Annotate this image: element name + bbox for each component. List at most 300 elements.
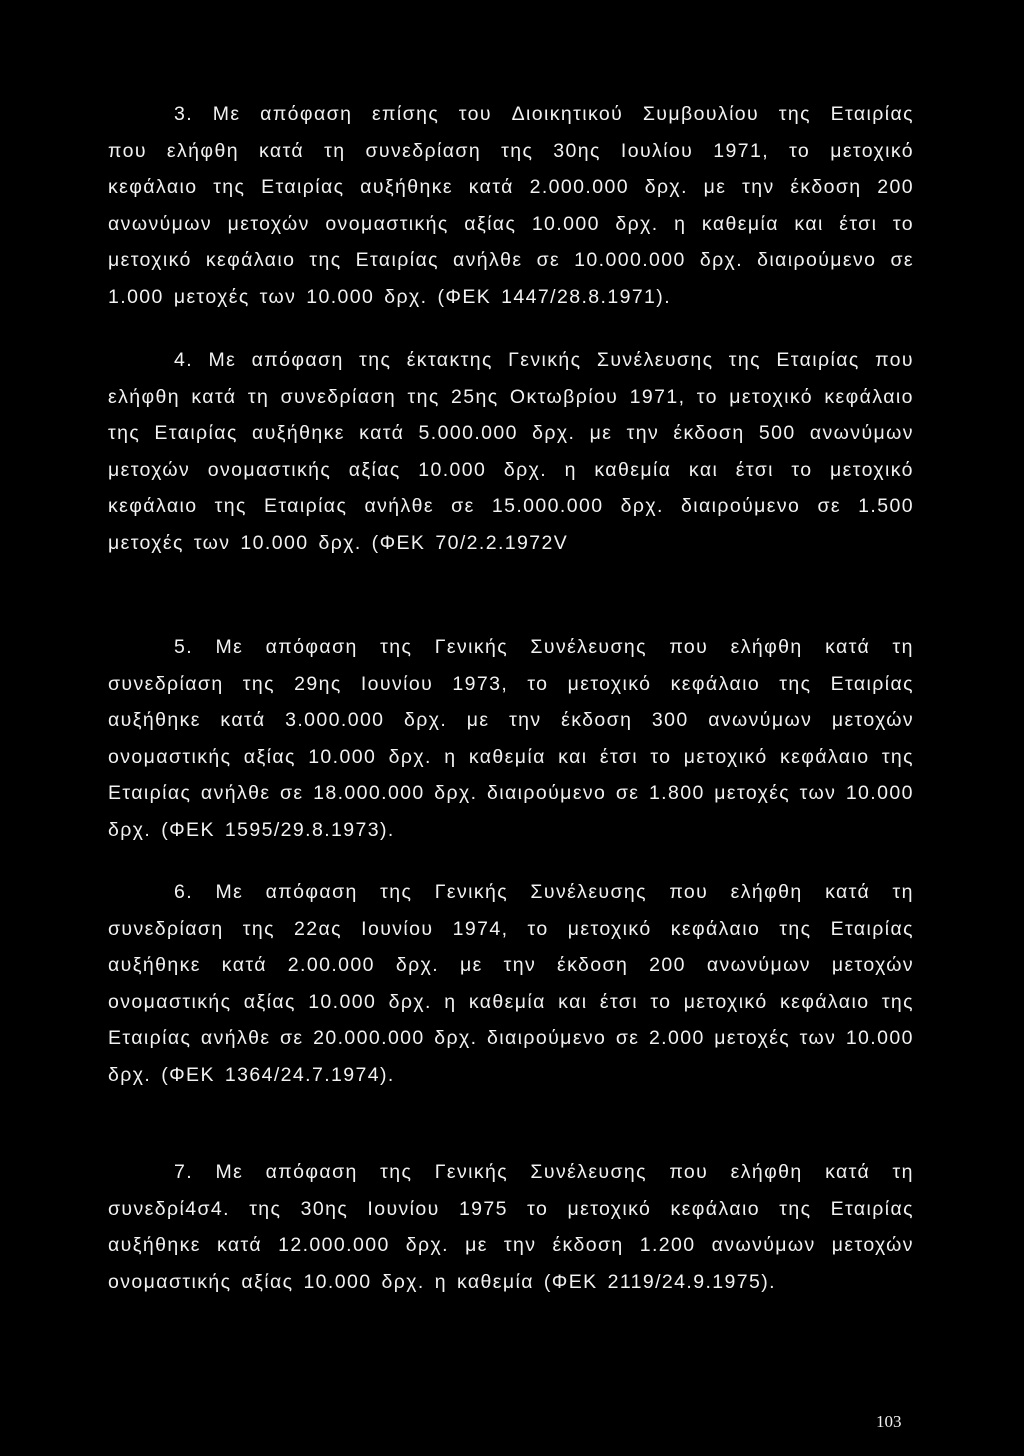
word: μετοχών xyxy=(227,212,310,235)
word: έκδοση xyxy=(552,1234,624,1257)
text-line xyxy=(108,488,914,525)
word: σε xyxy=(536,249,561,272)
word: αυξήθηκε xyxy=(252,422,345,445)
word: ονομαστικής xyxy=(325,212,449,235)
paragraph-7 xyxy=(108,1154,914,1300)
text-line xyxy=(108,452,914,489)
word: Με xyxy=(208,349,237,371)
word: 10.000 xyxy=(308,990,377,1013)
text-line xyxy=(108,1227,914,1264)
word: κατά xyxy=(359,422,405,445)
word: που xyxy=(669,881,709,903)
word: 29ης xyxy=(294,672,342,695)
word: το xyxy=(527,672,549,695)
word: ονομαστικής xyxy=(108,1270,232,1293)
paragraph-5 xyxy=(108,629,914,849)
word: η xyxy=(674,212,687,235)
word: Εταιρίας xyxy=(830,672,914,695)
word: απόφαση xyxy=(265,636,358,658)
word: αξίας xyxy=(348,458,401,481)
word: αξίας xyxy=(241,1270,294,1293)
word: αυξήθηκε xyxy=(108,954,201,977)
word: έκδοση xyxy=(790,176,862,199)
word: μετοχών xyxy=(831,1234,914,1257)
word: (ΦΕΚ xyxy=(437,285,492,308)
text-line xyxy=(108,1057,914,1094)
text-line xyxy=(108,702,914,739)
word: της xyxy=(881,745,914,768)
word: 500 xyxy=(758,422,796,445)
word: μετοχικό xyxy=(567,1197,652,1220)
text-line xyxy=(108,629,914,666)
word: σε xyxy=(817,495,841,518)
text-line xyxy=(108,206,914,243)
word: της xyxy=(309,249,342,272)
word: ανωνύμων xyxy=(711,1234,816,1257)
word: 200 xyxy=(649,954,686,977)
word: 2.00.000 xyxy=(287,954,375,977)
word: μετοχές xyxy=(714,1027,791,1050)
word: ονομαστικής xyxy=(108,990,232,1013)
word: 10.000 xyxy=(306,285,375,308)
word: συνεδρίαση xyxy=(108,672,224,695)
word: μετοχών xyxy=(831,954,914,977)
word: ονομαστικής xyxy=(207,458,332,481)
word: 1364/24.7.1974). xyxy=(224,1063,395,1086)
word: δρχ. xyxy=(615,212,659,235)
word: 1.500 xyxy=(858,495,914,518)
word: κατά xyxy=(221,954,267,977)
word: ονομαστικής xyxy=(108,745,232,768)
word: Εταιρίας xyxy=(261,176,345,199)
word: αξίας xyxy=(243,745,296,768)
word: αξίας xyxy=(464,212,517,235)
word: 10.000 xyxy=(308,745,377,768)
word: της xyxy=(380,1161,413,1183)
word: 5.000.000 xyxy=(418,422,518,445)
text-line xyxy=(108,1020,914,1057)
word: (ΦΕΚ xyxy=(543,1270,598,1293)
word: 10.000 xyxy=(418,458,487,481)
word: 20.000.000 xyxy=(313,1027,425,1050)
word: καθεμία xyxy=(594,458,672,481)
word: Γενικής xyxy=(434,1161,509,1183)
word: έκδοση xyxy=(561,709,633,732)
word: δρχ. xyxy=(318,531,362,554)
word: Γενικής xyxy=(508,349,582,371)
word: κεφάλαιο xyxy=(824,385,914,408)
word: μετοχικό xyxy=(830,139,914,162)
word: των xyxy=(193,531,231,554)
word: ανήλθε xyxy=(364,495,434,518)
word: Ιουνίου xyxy=(367,1197,440,1220)
word: ανωνύμων xyxy=(809,422,914,445)
text-line xyxy=(108,379,914,416)
word: μετοχές xyxy=(173,285,250,308)
word: διαιρούμενο xyxy=(486,782,607,805)
word: 200 xyxy=(877,176,914,199)
word: 12.000.000 xyxy=(278,1234,390,1257)
word: κεφάλαιο xyxy=(205,249,296,272)
word: Με xyxy=(215,881,244,903)
word: τη xyxy=(892,881,914,903)
word: το xyxy=(527,1197,549,1220)
word: διαιρούμενο xyxy=(757,249,877,272)
word: και xyxy=(558,745,588,768)
word: 1975 xyxy=(458,1197,508,1220)
word: κατά xyxy=(191,385,237,408)
word: με xyxy=(466,709,490,732)
word: ανωνύμων xyxy=(706,954,811,977)
word: 1595/29.8.1973). xyxy=(224,818,395,841)
word: ανωνύμων xyxy=(108,212,213,235)
word: 10.000 xyxy=(303,1270,372,1293)
word: καθεμία xyxy=(468,745,546,768)
word: την xyxy=(509,709,542,732)
word: 1971, xyxy=(713,139,770,162)
word: κεφάλαιο xyxy=(670,1197,760,1220)
word: κατά xyxy=(825,636,871,658)
word: 30ης xyxy=(553,139,601,162)
word: Ιουνίου xyxy=(360,672,434,695)
word: 1974, xyxy=(452,917,509,940)
word: Συμβουλίου xyxy=(642,103,760,125)
word: 10.000 xyxy=(845,782,914,805)
word: δρχ. xyxy=(699,249,744,272)
word: απόφαση xyxy=(260,103,353,125)
word: του xyxy=(458,103,492,125)
word: με xyxy=(465,1234,488,1257)
word: 25ης xyxy=(451,385,499,408)
word: δρχ. xyxy=(384,285,428,308)
text-line xyxy=(108,1191,914,1228)
word: ελήφθη xyxy=(108,385,181,408)
word: Συνέλευσης xyxy=(530,1161,647,1183)
word: (ΦΕΚ xyxy=(371,531,426,554)
word: κατά xyxy=(220,709,266,732)
page-number: 103 xyxy=(876,1412,902,1431)
text-line xyxy=(108,342,914,379)
word: της xyxy=(249,1197,282,1220)
word: την xyxy=(626,422,660,445)
word: ανωνύμων xyxy=(708,709,813,732)
word: σε xyxy=(280,782,304,805)
word: καθεμία xyxy=(468,990,546,1013)
word: 70/2.2.1972V xyxy=(435,531,569,554)
word: 1.000 xyxy=(108,285,164,308)
word: έκδοση xyxy=(673,422,745,445)
word: 5. xyxy=(174,636,194,658)
word: ελήφθη xyxy=(166,139,239,162)
word: αυξήθηκε xyxy=(360,176,454,199)
word: και xyxy=(688,458,719,481)
word: δρχ. xyxy=(405,1234,449,1257)
paragraph-3 xyxy=(108,96,914,316)
word: 4. xyxy=(174,349,194,371)
word: την xyxy=(742,176,775,199)
word: Διοικητικού xyxy=(511,103,624,125)
text-line xyxy=(108,874,914,911)
word: της xyxy=(359,349,392,371)
word: μετοχές xyxy=(714,782,791,805)
word: της xyxy=(779,672,812,695)
word: 2119/24.9.1975). xyxy=(607,1270,776,1293)
word: η xyxy=(564,458,577,481)
word: έκτακτης xyxy=(406,349,493,371)
word: το xyxy=(789,139,811,162)
word: 1971, xyxy=(629,385,686,408)
word: (ΦΕΚ xyxy=(161,1063,215,1086)
word: αξίας xyxy=(243,990,296,1013)
word: της xyxy=(779,1197,812,1220)
word: μετοχών xyxy=(831,709,914,732)
word: το xyxy=(650,745,672,768)
word: μετοχικό xyxy=(567,917,652,940)
word: Εταιρίας xyxy=(830,103,914,125)
word: Εταιρίας xyxy=(830,1197,914,1220)
word: σε xyxy=(615,1027,640,1050)
word: έτσι xyxy=(735,458,774,481)
text-line xyxy=(108,812,914,849)
word: Εταιρίας xyxy=(776,349,860,371)
text-line xyxy=(108,775,914,812)
word: την xyxy=(503,1234,537,1257)
word: απόφαση xyxy=(265,1161,358,1183)
word: 10.000 xyxy=(845,1027,914,1050)
word: 6. xyxy=(174,881,194,903)
word: ανήλθε xyxy=(200,782,271,805)
word: δρχ. xyxy=(620,495,664,518)
word: που xyxy=(875,349,914,371)
paragraph-6 xyxy=(108,874,914,1094)
word: της xyxy=(407,385,440,408)
word: και xyxy=(558,990,588,1013)
word: 1.800 xyxy=(648,782,705,805)
text-line xyxy=(108,415,914,452)
word: το xyxy=(527,917,549,940)
word: κατά xyxy=(216,1234,263,1257)
text-line xyxy=(108,525,914,562)
word: 1.200 xyxy=(639,1234,696,1257)
word: σε xyxy=(615,782,640,805)
word: της xyxy=(728,349,761,371)
word: αυξήθηκε xyxy=(108,709,201,732)
word: δρχ. xyxy=(388,990,432,1013)
word: 22ας xyxy=(294,917,342,940)
word: τη xyxy=(892,1161,914,1183)
word: δρχ. xyxy=(395,954,440,977)
word: 2.000.000 xyxy=(529,176,629,199)
word: αυξήθηκε xyxy=(108,1234,201,1257)
word: συνεδρίαση xyxy=(365,139,482,162)
word: έκδοση xyxy=(557,954,629,977)
word: κατά xyxy=(825,1161,871,1183)
word: δρχ. xyxy=(644,176,688,199)
word: κεφάλαιο xyxy=(108,495,198,518)
word: των xyxy=(799,782,837,805)
word: κεφάλαιο xyxy=(779,990,870,1013)
word: κεφάλαιο xyxy=(779,745,870,768)
word: της xyxy=(779,917,812,940)
word: των xyxy=(259,285,297,308)
word: τη xyxy=(324,139,346,162)
word: και xyxy=(794,212,824,235)
text-line xyxy=(108,1264,914,1301)
word: μετοχές xyxy=(108,531,184,554)
word: σε xyxy=(890,249,914,272)
word: τη xyxy=(892,636,914,658)
word: 10.000 xyxy=(531,212,600,235)
word: δρχ. xyxy=(532,422,576,445)
word: που xyxy=(108,139,147,162)
text-line xyxy=(108,911,914,948)
word: δρχ. xyxy=(434,1027,478,1050)
word: δρχ. xyxy=(404,709,448,732)
word: της xyxy=(881,990,914,1013)
word: με xyxy=(589,422,613,445)
word: συνεδρίαση xyxy=(280,385,397,408)
word: 7. xyxy=(174,1161,194,1183)
word: 3.000.000 xyxy=(285,709,385,732)
word: Με xyxy=(215,1161,244,1183)
word: 2.000 xyxy=(648,1027,705,1050)
word: της xyxy=(242,917,275,940)
text-line xyxy=(108,739,914,776)
word: συνεδρίαση xyxy=(108,917,224,940)
word: της xyxy=(242,672,275,695)
word: Συνέλευσης xyxy=(530,636,647,658)
word: Εταιρίας xyxy=(108,782,192,805)
word: Με xyxy=(215,636,244,658)
word: κατά xyxy=(258,139,305,162)
word: Γενικής xyxy=(434,881,509,903)
word: έτσι xyxy=(599,990,638,1013)
word: δρχ. xyxy=(381,1270,425,1293)
word: δρχ. xyxy=(503,458,548,481)
word: 10.000 xyxy=(240,531,309,554)
word: η xyxy=(444,990,457,1013)
word: 15.000.000 xyxy=(491,495,604,518)
word: Συνέλευσης xyxy=(530,881,647,903)
word: συνεδρί4σ4. xyxy=(108,1197,230,1220)
word: της xyxy=(380,636,413,658)
word: 1447/28.8.1971). xyxy=(501,285,672,308)
word: διαιρούμενο xyxy=(680,495,801,518)
word: δρχ. xyxy=(388,745,432,768)
word: Ιουνίου xyxy=(361,917,434,940)
word: κατά xyxy=(468,176,514,199)
word: (ΦΕΚ xyxy=(161,818,215,841)
word: που xyxy=(669,1161,709,1183)
word: κεφάλαιο xyxy=(670,672,761,695)
word: σε xyxy=(451,495,475,518)
word: καθεμία xyxy=(701,212,779,235)
word: η xyxy=(434,1270,447,1293)
word: έτσι xyxy=(599,745,638,768)
word: Εταιρίας xyxy=(830,917,914,940)
word: 3. xyxy=(174,103,194,125)
word: δρχ. xyxy=(108,1063,152,1086)
word: επίσης xyxy=(371,103,440,125)
text-line xyxy=(108,169,914,206)
text-line xyxy=(108,984,914,1021)
word: Εταιρίας xyxy=(108,1027,192,1050)
word: την xyxy=(503,954,537,977)
word: ανήλθε xyxy=(200,1027,271,1050)
word: καθεμία xyxy=(456,1270,534,1293)
word: της xyxy=(778,103,811,125)
word: μετοχικό xyxy=(729,385,814,408)
word: της xyxy=(214,495,247,518)
word: κεφάλαιο xyxy=(108,176,198,199)
word: το xyxy=(791,458,813,481)
text-line xyxy=(108,279,914,316)
word: της xyxy=(108,422,141,445)
word: το xyxy=(892,212,914,235)
word: 30ης xyxy=(300,1197,349,1220)
word: με xyxy=(703,176,727,199)
word: μετοχικό xyxy=(830,458,914,481)
word: της xyxy=(380,881,413,903)
word: Οκτωβρίου xyxy=(509,385,619,408)
word: το xyxy=(696,385,718,408)
word: μετοχών xyxy=(108,458,191,481)
word: απόφαση xyxy=(251,349,344,371)
word: δρχ. xyxy=(434,782,478,805)
word: Γενικής xyxy=(434,636,509,658)
word: Με xyxy=(212,103,241,125)
word: κεφάλαιο xyxy=(670,917,761,940)
word: μετοχικό xyxy=(108,249,192,272)
text-line xyxy=(108,1154,914,1191)
text-line xyxy=(108,947,914,984)
word: της xyxy=(213,176,246,199)
word: που xyxy=(669,636,709,658)
word: ελήφθη xyxy=(730,1161,803,1183)
word: τη xyxy=(247,385,270,408)
word: σε xyxy=(280,1027,304,1050)
word: Εταιρίας xyxy=(263,495,348,518)
text-line xyxy=(108,242,914,279)
word: μετοχικό xyxy=(683,745,768,768)
word: δρχ. xyxy=(108,818,152,841)
word: με xyxy=(459,954,483,977)
word: η xyxy=(444,745,457,768)
word: έτσι xyxy=(839,212,878,235)
word: των xyxy=(799,1027,837,1050)
paragraph-4 xyxy=(108,342,914,562)
word: Ιουλίου xyxy=(620,139,694,162)
word: Συνέλευσης xyxy=(596,349,714,371)
word: 10.000.000 xyxy=(574,249,686,272)
word: το xyxy=(650,990,672,1013)
word: απόφαση xyxy=(265,881,358,903)
word: κατά xyxy=(825,881,871,903)
text-line xyxy=(108,96,914,133)
word: μετοχικό xyxy=(683,990,768,1013)
word: Εταιρίας xyxy=(355,249,439,272)
word: ελήφθη xyxy=(730,636,803,658)
word: ανήλθε xyxy=(452,249,523,272)
word: 300 xyxy=(651,709,689,732)
word: 18.000.000 xyxy=(313,782,425,805)
text-line xyxy=(108,133,914,170)
text-line xyxy=(108,666,914,703)
word: ελήφθη xyxy=(730,881,803,903)
word: μετοχικό xyxy=(567,672,652,695)
word: Εταιρίας xyxy=(154,422,238,445)
word: 1973, xyxy=(452,672,509,695)
